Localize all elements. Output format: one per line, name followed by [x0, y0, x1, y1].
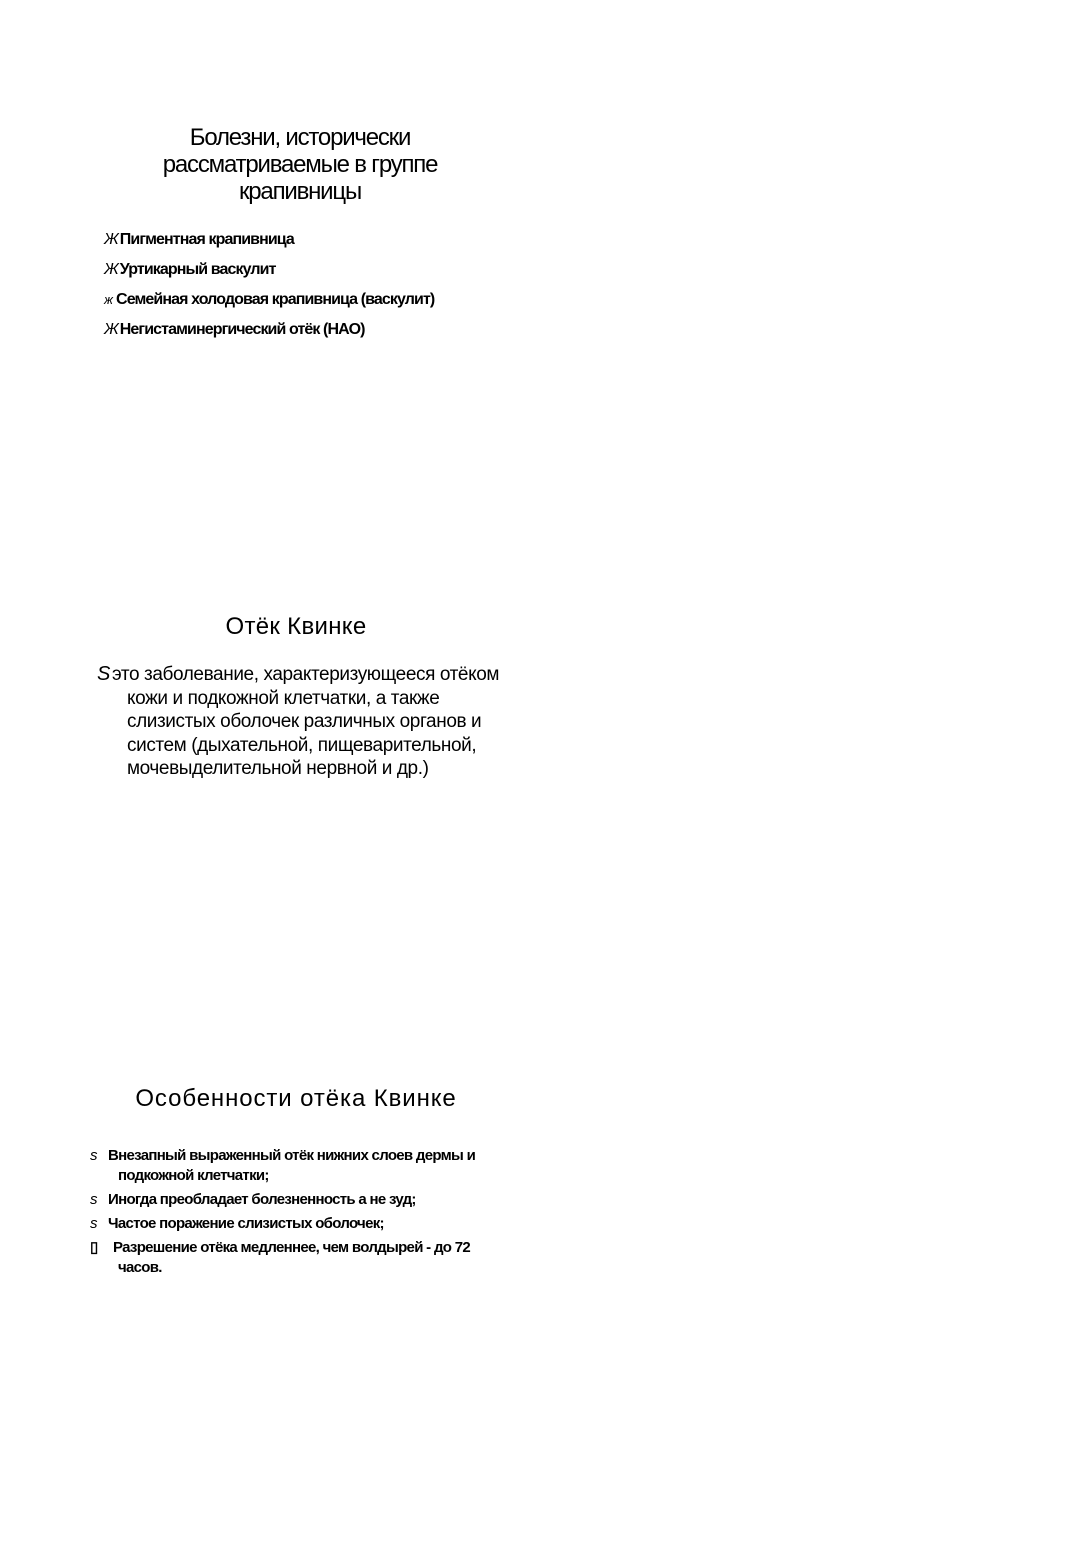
list-item	[104, 229, 434, 259]
section1-list	[104, 229, 434, 349]
bullet-marker: ж	[104, 292, 113, 307]
list-item	[104, 289, 434, 319]
list-item: s Внезапный выраженный отёк нижних слоев дермы и подкожной клетчатки;	[90, 1147, 476, 1184]
list-item: s Частое поражение слизистых оболочек;	[90, 1215, 384, 1232]
list-item-text: Разрешение отёка медленнее, чем волдырей - до 72 часов.	[113, 1239, 470, 1276]
bullet-marker: Ж	[104, 321, 118, 338]
list-item-text: Пигментная крапивница	[119, 231, 294, 248]
list-item	[104, 319, 434, 349]
bullet-marker: Ж	[104, 231, 118, 248]
section1-title-line: крапивницы	[238, 178, 361, 205]
list-item-text: Частое поражение слизистых оболочек;	[108, 1215, 384, 1232]
list-item-text: Внезапный выраженный отёк нижних слоев дермы и подкожной клетчатки;	[108, 1147, 476, 1184]
list-item-text: Иногда преобладает болезненность а не зуд;	[108, 1191, 416, 1208]
section1-title-line: Болезни, исторически	[189, 124, 411, 151]
section3-list	[90, 1146, 504, 1282]
list-item: ▯ Разрешение отёка медленнее, чем волдырей - до 72 часов.	[90, 1239, 470, 1276]
section2-paragraph: S это заболевание, характеризующееся отёком кожи и подкожной клетчатки, а также слизистых оболочек различных органов и систем (дыхательной, пищеварительной, мочевыделительной нервной и др.)	[97, 663, 500, 779]
list-item-text: Негистаминергический отёк (НАО)	[119, 321, 365, 338]
section1-title-line: рассматриваемые в группе	[162, 151, 438, 178]
section3-title: Особенности отёка Квинке	[135, 1085, 457, 1112]
list-item	[104, 259, 434, 289]
section1-title	[120, 124, 480, 205]
list-item-text: Уртикарный васкулит	[119, 261, 276, 278]
list-item: s Иногда преобладает болезненность а не зуд;	[90, 1191, 416, 1208]
paragraph-text: это заболевание, характеризующееся отёком кожи и подкожной клетчатки, а также слизистых оболочек различных органов и систем (дыхательной, пищеварительной, мочевыделительной нервной и др.)	[112, 664, 500, 779]
section2-title: Отёк Квинке	[225, 613, 367, 640]
bullet-marker: Ж	[104, 261, 118, 278]
list-item-text: Семейная холодовая крапивница (васкулит)	[116, 291, 435, 308]
